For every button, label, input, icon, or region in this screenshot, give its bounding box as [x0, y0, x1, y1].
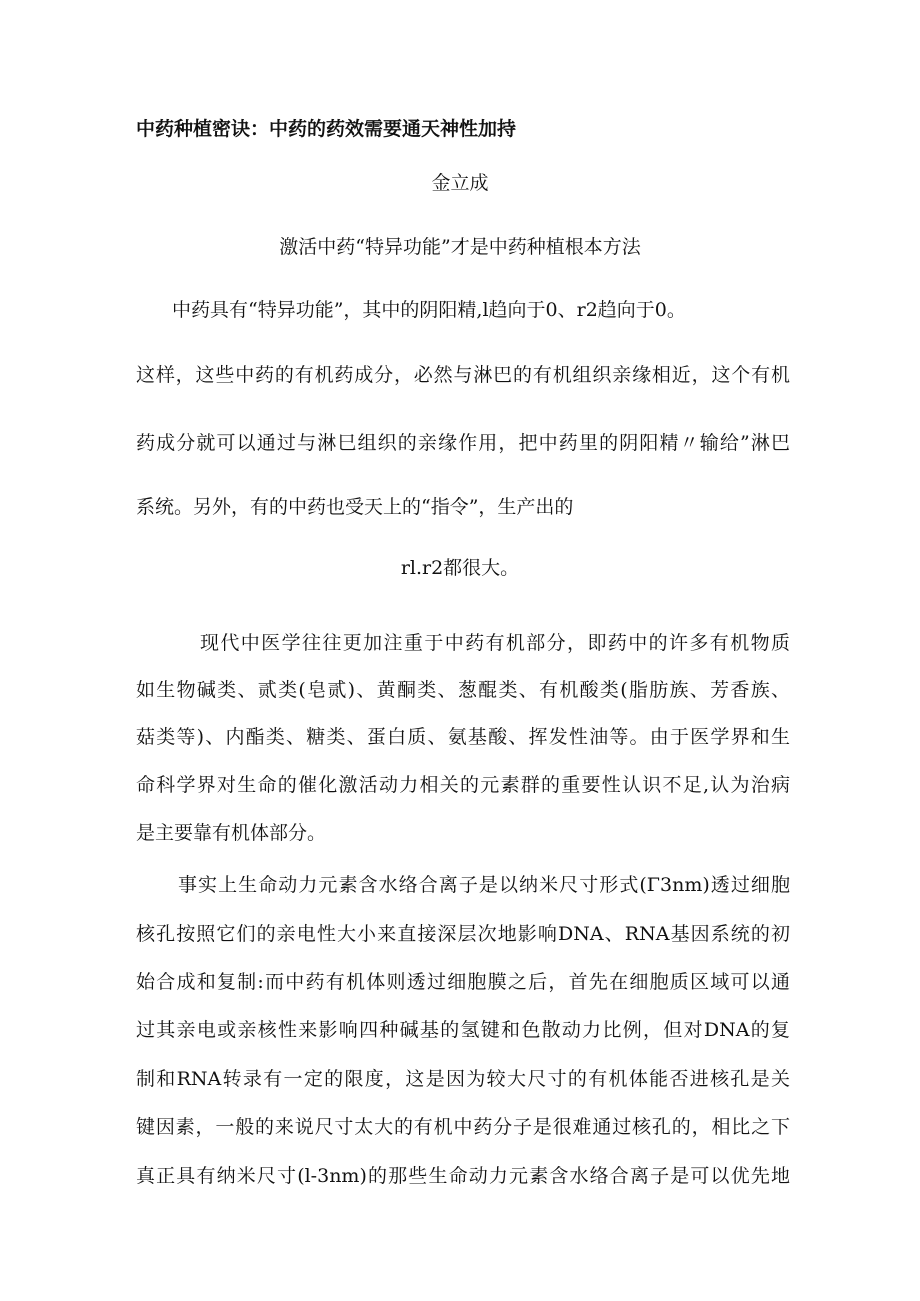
paragraph-2-line-5: 是主要靠有机体部分。: [136, 822, 327, 844]
paragraph-3-line-4: 过其亲电或亲核性来影响四种碱基的氢键和色散动力比例，但对DNA的复: [136, 1019, 790, 1041]
paragraph-3-line-5: 制和RNA转录有一定的限度，这是因为较大尺寸的有机体能否进核孔是关: [136, 1068, 790, 1090]
paragraph-2-line-1: 现代中医学往往更加注重于中药有机部分，即药中的许多有机物质: [200, 632, 790, 654]
paragraph-3-line-3: 始合成和复制:而中药有机体则透过细胞膜之后，首先在细胞质区域可以通: [136, 971, 790, 993]
paragraph-3-line-1: 事实上生命动力元素含水络合离子是以纳米尺寸形式(Γ3nm)透过细胞: [178, 874, 790, 896]
paragraph-3-line-2: 核孔按照它们的亲电性大小来直接深层次地影响DNA、RNA基因系统的初: [136, 923, 790, 945]
document-subtitle: 激活中药“特异功能”才是中药种植根本方法: [279, 236, 641, 258]
paragraph-3-line-7: 真正具有纳米尺寸(l-3nm)的那些生命动力元素含水络合离子是可以优先地: [136, 1165, 790, 1187]
paragraph-2-line-3: 菇类等)、内酯类、糖类、蛋白质、氨基酸、挥发性油等。由于医学界和生: [136, 726, 790, 748]
paragraph-1-line-1: 中药具有“特异功能”，其中的阴阳精,l趋向于0、r2趋向于0。: [172, 299, 686, 321]
document-title: 中药种植密诀：中药的药效需要通天神性加持: [136, 118, 517, 140]
paragraph-1-line-4: 系统。另外，有的中药也受天上的“指令”，生产出的: [136, 496, 574, 518]
paragraph-1-line-3: 药成分就可以通过与淋巳组织的亲缘作用，把中药里的阴阳精〃输给”淋巴: [136, 432, 790, 454]
paragraph-3-line-6: 键因素，一般的来说尺寸太大的有机中药分子是很难通过核孔的，相比之下: [136, 1116, 790, 1138]
author-name: 金立成: [431, 172, 489, 194]
paragraph-1-line-2: 这样，这些中药的有机药成分，必然与淋巴的有机组织亲缘相近，这个有机: [136, 364, 790, 386]
paragraph-2-line-2: 如生物碱类、贰类(皂贰)、黄酮类、葱醌类、有机酸类(脂肪族、芳香族、: [136, 679, 790, 701]
paragraph-1-line-5: rl.r2都很大。: [400, 557, 520, 579]
paragraph-2-line-4: 命科学界对生命的催化激活动力相关的元素群的重要性认识不足,认为治病: [136, 774, 790, 796]
